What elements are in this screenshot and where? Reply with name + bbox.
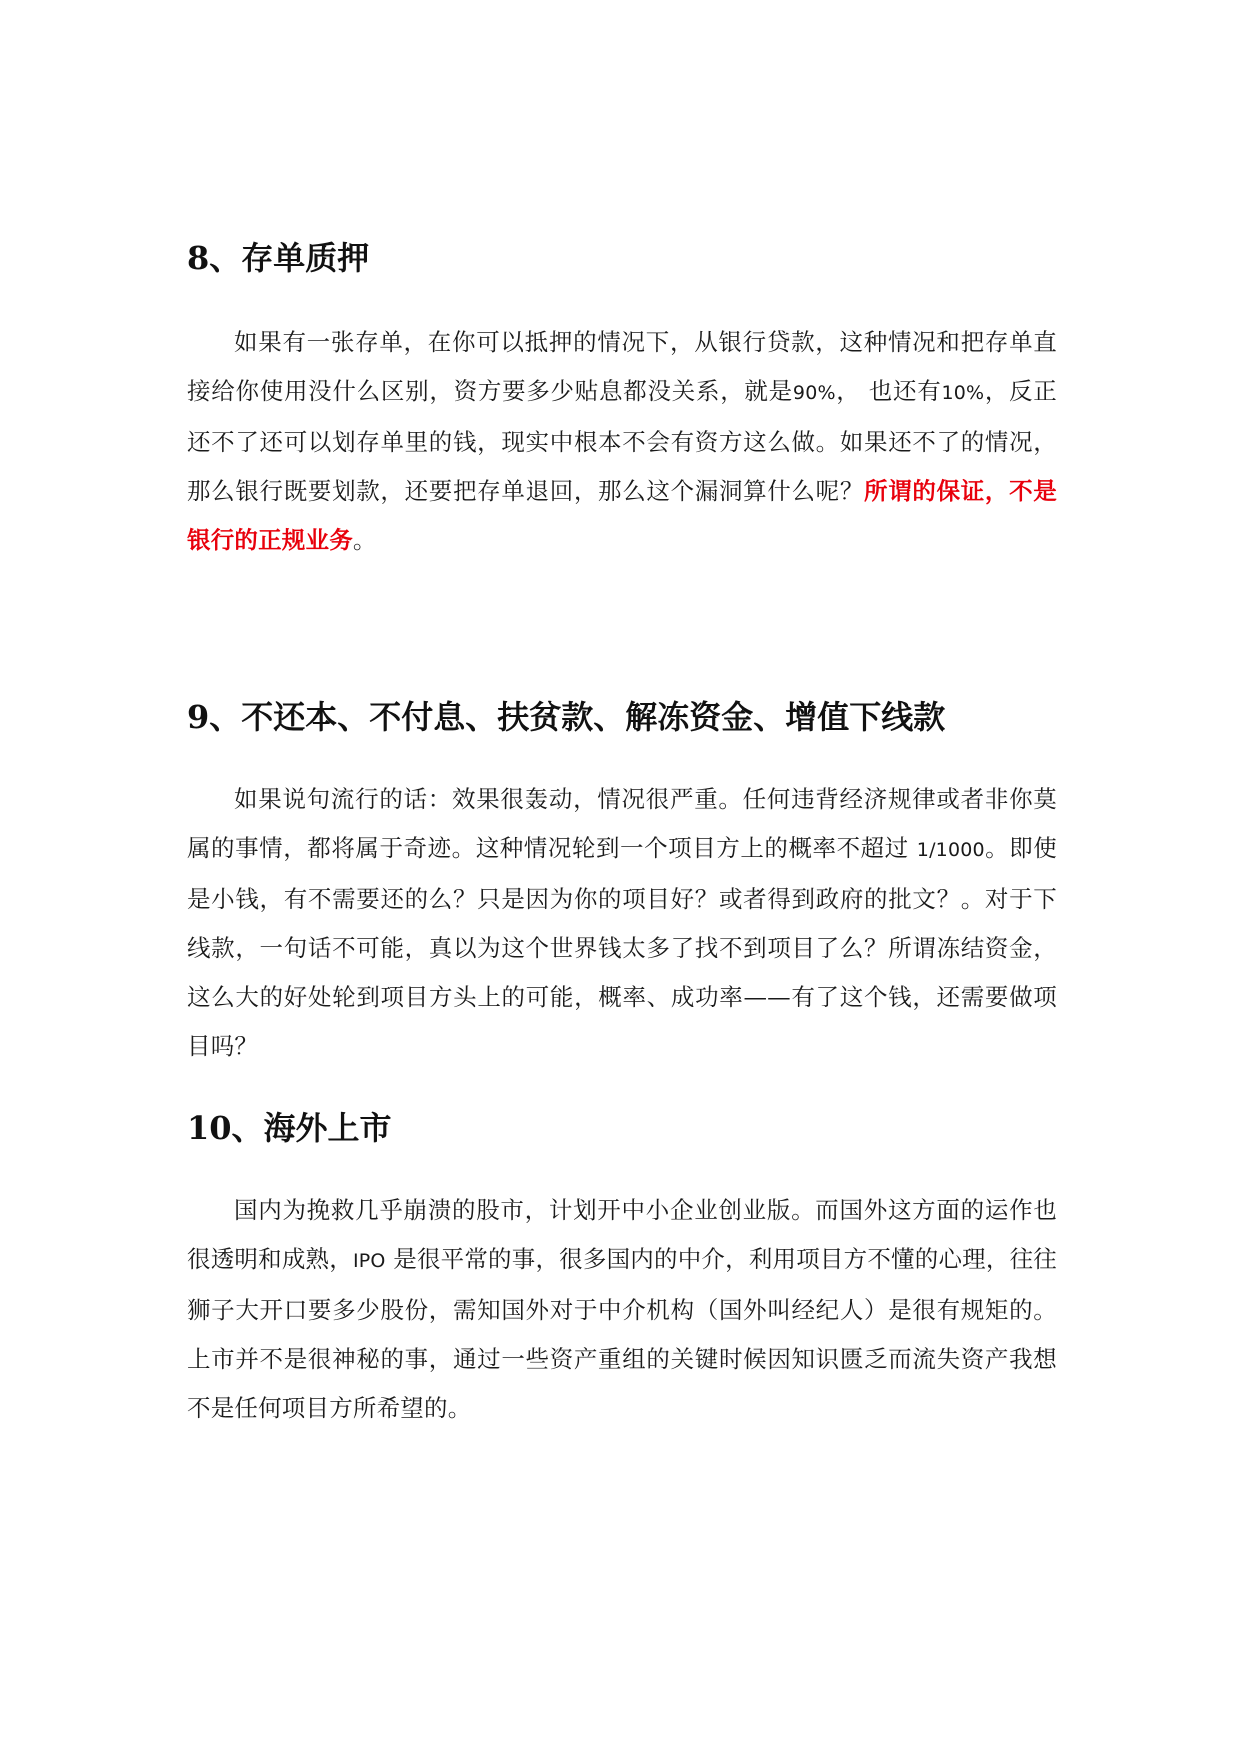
percent-value: 10% — [941, 382, 985, 404]
section-heading: 10、海外上市 — [187, 1109, 392, 1147]
section-paragraph — [187, 775, 1057, 1071]
paragraph-text: 。即使是小钱，有不需要还的么？只是因为你的项目好？或者得到政府的批文？。对于下线款，一句话不可能，真以为这个世界钱太多了找不到项目了么？所谓冻结资金，这么大的好处轮到项目方头上的可能，概率、成功率——有了这个钱，还需要做项目吗？ — [187, 834, 1058, 1060]
paragraph-text: 如果有一张存单，在你可以抵押的情况下，从银行贷款，这种情况和把存单直接给你使用没什么区别，资方要多少贴息都没关系，就是 — [187, 328, 1057, 405]
highlighted-warning: 所谓的保证，不是银行的正规业务 — [187, 477, 1057, 554]
section-heading: 8、存单质押 — [187, 239, 370, 277]
paragraph-text: 是很平常的事，很多国内的中介，利用项目方不懂的心理，往往狮子大开口要多少股份，需知国外对于中介机构（国外叫经纪人）是很有规矩的。上市并不是很神秘的事，通过一些资产重组的关键时候因知识匮乏而流失资产我想不是任何项目方所希望的。 — [187, 1245, 1057, 1422]
section-9-free-funds — [187, 697, 1057, 1071]
ipo-term: IPO — [352, 1250, 386, 1272]
percent-value: 90% — [792, 382, 836, 404]
section-paragraph — [187, 318, 1057, 565]
paragraph-text: ，反正还不了还可以划存单里的钱，现实中根本不会有资方这么做。如果还不了的情况，那么银行既要划款，还要把存单退回，那么这个漏洞算什么呢？ — [187, 377, 1057, 505]
section-8-deposit-pledge — [187, 238, 1057, 565]
section-paragraph — [187, 1186, 1057, 1433]
section-10-overseas-listing — [187, 1108, 1057, 1433]
paragraph-text: ， 也还有 — [835, 377, 942, 405]
paragraph-text: 。 — [352, 526, 377, 554]
paragraph-text: 国内为挽救几乎崩溃的股市，计划开中小企业创业版。而国外这方面的运作也很透明和成熟， — [187, 1196, 1057, 1273]
paragraph-text: 如果说句流行的话：效果很轰动，情况很严重。任何违背经济规律或者非你莫属的事情，都将属于奇迹。这种情况轮到一个项目方上的概率不超过 — [187, 785, 1057, 862]
section-heading: 9、不还本、不付息、扶贫款、解冻资金、增值下线款 — [187, 698, 946, 736]
probability-value: 1/1000 — [916, 839, 985, 861]
